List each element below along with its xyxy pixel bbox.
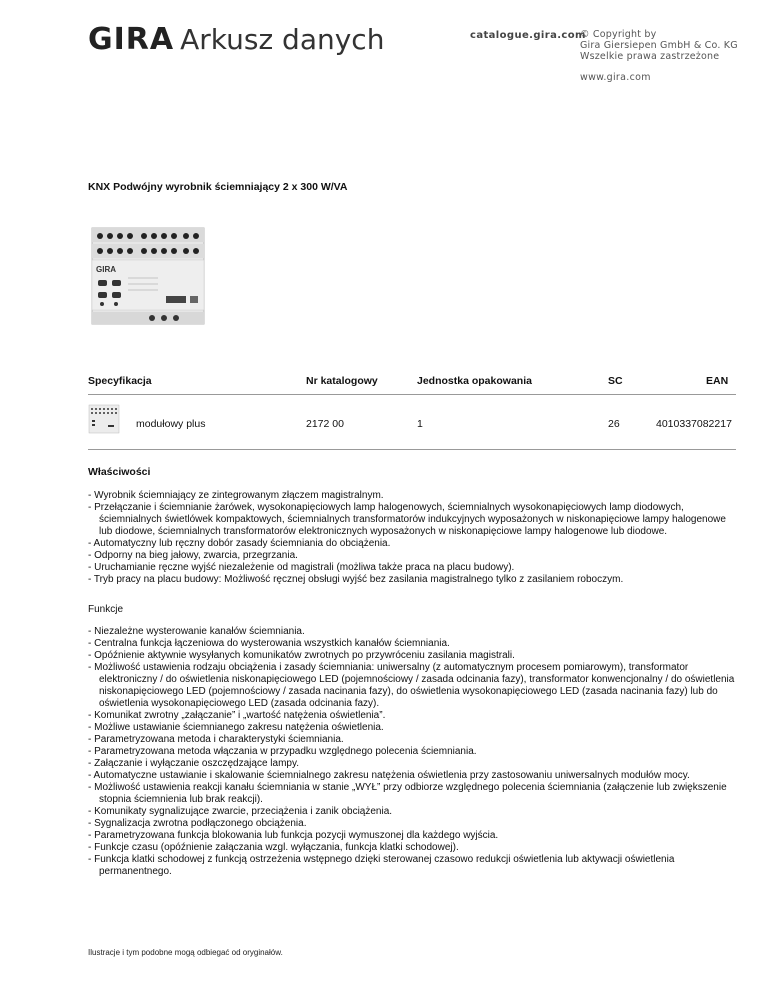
col-header-pack-unit: Jednostka opakowania — [417, 375, 532, 387]
properties-title: Właściwości — [88, 466, 151, 478]
list-item: - Automatyczny lub ręczny dobór zasady ściemniania do obciążenia. — [88, 538, 391, 549]
list-item: - Automatyczne ustawianie i skalowanie ściemnialnego zakresu natężenia oświetlenia przy zastosowaniu uniwersalnych modułów mocy. — [88, 770, 690, 781]
col-header-sc: SC — [608, 375, 623, 387]
product-title: KNX Podwójny wyrobnik ściemniający 2 x 300 W/VA — [88, 181, 348, 193]
list-item: - Załączanie i wyłączanie oszczędzające lampy. — [88, 758, 300, 769]
row-pack-unit: 1 — [417, 418, 423, 430]
list-item: - Odporny na bieg jałowy, zwarcia, przegrzania. — [88, 550, 298, 561]
copyright-line: Wszelkie prawa zastrzeżone — [580, 51, 720, 62]
list-item: - Funkcje czasu (opóźnienie załączania wzgl. wyłączania, funkcja klatki schodowej). — [88, 842, 459, 853]
list-item: - Przełączanie i ściemnianie żarówek, wysokonapięciowych lamp halogenowych, ściemnialnych wysokonapięciowych lamp diodowych, ściemnialnych świetlówek kompaktowych, ściemnialnych transformatorów indukcyjnych wyposażonych w niskonapięciowe lampy halogenowe lub diodowe, ściemnialnych transformatorów elektronicznych wyposażonych w niskonapięciowe lampy halogenowe lub diodowe. — [88, 502, 726, 537]
list-item: - Parametryzowana metoda i charakterystyki ściemniania. — [88, 734, 344, 745]
copyright-block — [580, 29, 738, 62]
list-item: - Sygnalizacja zwrotna podłączonego obciążenia. — [88, 818, 307, 829]
list-item: - Uruchamianie ręczne wyjść niezależenie od magistrali (możliwa także praca na placu budowy). — [88, 562, 515, 573]
list-item: - Funkcja klatki schodowej z funkcją ostrzeżenia wstępnego dzięki sterowanej czasowo redukcji oświetlenia lub aktywacji oświetlenia permanentnego. — [88, 854, 675, 877]
col-header-catalog-no: Nr katalogowy — [306, 375, 378, 387]
col-header-spec: Specyfikacja — [88, 375, 152, 387]
row-ean: 4010337082217 — [656, 418, 732, 430]
col-header-ean: EAN — [706, 375, 729, 387]
table-header-rule — [88, 394, 736, 395]
website-link[interactable]: www.gira.com — [580, 72, 651, 83]
functions-title: Funkcje — [88, 604, 124, 615]
footer-disclaimer: Ilustracje i tym podobne mogą odbiegać od oryginałów. — [88, 948, 283, 957]
row-spec: modułowy plus — [136, 418, 206, 430]
properties-list — [88, 490, 738, 586]
catalogue-link[interactable]: catalogue.gira.com — [470, 30, 586, 41]
list-item: - Parametryzowana funkcja blokowania lub funkcja pozycji wymuszonej dla każdego wyjścia. — [88, 830, 499, 841]
list-item: - Wyrobnik ściemniający ze zintegrowanym złączem magistralnym. — [88, 490, 384, 501]
document-type-title: Arkusz danych — [180, 23, 385, 56]
list-item: - Niezależne wysterowanie kanałów ściemniania. — [88, 626, 305, 637]
list-item: - Możliwość ustawienia rodzaju obciążenia i zasady ściemniania: uniwersalny (z automatycznym procesem pomiarowym), transformator elektroniczny / do oświetlenia niskonapięciowego LED (pojemnościowy / zasada odcinania fazy), transformator konwencjonalny / do oświetlenia niskonapięciowego LED (pojemnościowy / zasada nacinania fazy), do oświetlenia wysokonapięciowego LED (zasada nacinania fazy) lub do oświetlenia wysokonapięciowego LED (zasada odcinania fazy). — [88, 662, 735, 709]
list-item: - Tryb pracy na placu budowy: Możliwość ręcznej obsługi wyjść bez zasilania magistralnego tylko z zasilaniem roboczym. — [88, 574, 624, 585]
list-item: - Parametryzowana metoda włączania w przypadku względnego polecenia ściemniania. — [88, 746, 477, 757]
product-thumbnail — [88, 403, 120, 435]
list-item: - Możliwość ustawienia reakcji kanału ściemniania w stanie „WYŁ” przy odbiorze względnego polecenia ściemniania (załączenie lub zwiększenie stopnia ściemnienia lub brak reakcji). — [88, 782, 727, 805]
copyright-line: © Copyright by — [580, 29, 657, 40]
row-catalog-no: 2172 00 — [306, 418, 344, 430]
device-brand-label: GIRA — [96, 265, 116, 274]
list-item: - Opóźnienie aktywnie wysyłanych komunikatów zwrotnych po przywróceniu zasilania magistrali. — [88, 650, 515, 661]
list-item: - Możliwe ustawianie ściemnianego zakresu natężenia oświetlenia. — [88, 722, 384, 733]
list-item: - Centralna funkcja łączeniowa do wysterowania wszystkich kanałów ściemniania. — [88, 638, 450, 649]
row-sc: 26 — [608, 418, 620, 430]
copyright-line: Gira Giersiepen GmbH & Co. KG — [580, 40, 738, 51]
gira-logo: GIRA — [88, 22, 175, 57]
list-item: - Komunikat zwrotny „załączanie” i „wartość natężenia oświetlenia”. — [88, 710, 386, 721]
list-item: - Komunikaty sygnalizujące zwarcie, przeciążenia i zanik obciążenia. — [88, 806, 393, 817]
product-image — [86, 222, 210, 330]
table-bottom-rule — [88, 449, 736, 450]
functions-list — [88, 626, 738, 878]
brand-header — [88, 22, 384, 58]
